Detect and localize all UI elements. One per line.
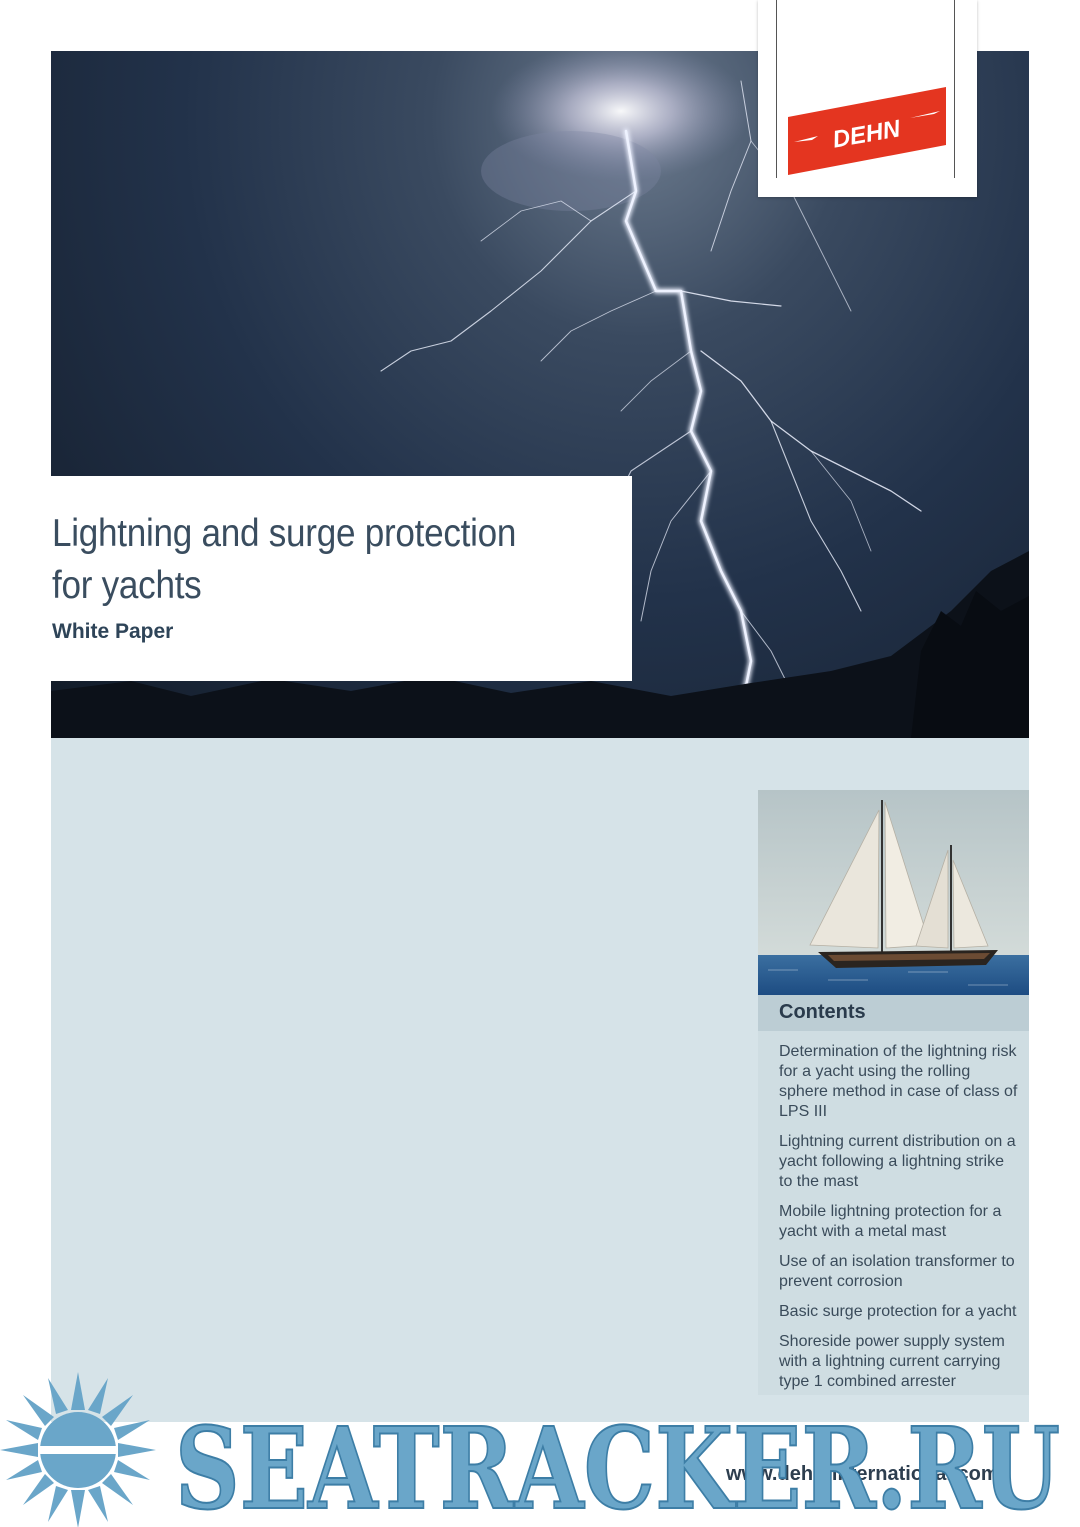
contents-item: Mobile lightning protection for a yacht with a metal mast — [779, 1203, 1002, 1240]
contents-title: Contents — [779, 1001, 866, 1023]
contents-item: Lightning current distribution on a yacht following a lightning strike to the mast — [779, 1133, 1016, 1190]
document-title: Lightning and surge protection for yachts — [52, 512, 517, 607]
document-subtitle: White Paper — [52, 620, 174, 643]
dehn-logo — [758, 0, 977, 197]
contents-item: Shoreside power supply system with a lightning current carrying type 1 combined arrester — [779, 1333, 1005, 1390]
contents-item: Determination of the lightning risk for a yacht using the rolling sphere method in case of class of LPS III — [779, 1043, 1018, 1120]
yacht-photo — [758, 790, 1029, 995]
sailing-yacht-illustration — [758, 790, 1029, 995]
logo-card — [758, 0, 977, 197]
contents-item: Use of an isolation transformer to prevent corrosion — [779, 1253, 1015, 1290]
logo-text: DEHN — [830, 115, 903, 154]
website-link[interactable]: www.dehn-international.com — [726, 1463, 999, 1485]
contents-list — [779, 1042, 1019, 1402]
watermark-text: SEATRACKER.RU — [175, 1404, 1060, 1527]
contents-item: Basic surge protection for a yacht — [779, 1303, 1017, 1320]
